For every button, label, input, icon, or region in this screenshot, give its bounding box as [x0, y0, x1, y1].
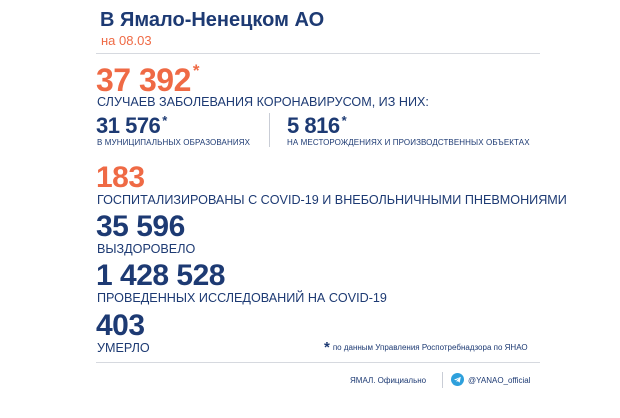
municipal-cases-number: 31 576	[96, 113, 161, 138]
page-title: В Ямало-Ненецком АО	[100, 9, 325, 31]
recovered-value: 35 596	[96, 210, 185, 243]
vertical-divider	[269, 113, 270, 147]
total-cases-number: 37 392	[96, 62, 191, 98]
recovered-label: ВЫЗДОРОВЕЛО	[97, 242, 196, 256]
total-cases-label: СЛУЧАЕВ ЗАБОЛЕВАНИЯ КОРОНАВИРУСОМ, ИЗ НИХ:	[97, 95, 429, 109]
municipal-cases-value	[96, 113, 167, 139]
footnote-text: по данным Управления Роспотребнадзора по ЯНАО	[332, 343, 528, 352]
footnote	[324, 339, 528, 356]
field-cases-number: 5 816	[287, 113, 340, 138]
footer-source: ЯМАЛ. Официально	[350, 376, 427, 385]
municipal-cases-label: В МУНИЦИПАЛЬНЫХ ОБРАЗОВАНИЯХ	[97, 138, 251, 147]
total-cases-value	[96, 62, 199, 99]
footer-divider	[96, 362, 540, 363]
footer-handle[interactable]: @YANAO_official	[468, 376, 531, 385]
telegram-plane-glyph	[451, 373, 464, 386]
deaths-value: 403	[96, 309, 145, 342]
deaths-label: УМЕРЛО	[97, 341, 150, 355]
telegram-icon	[451, 373, 464, 386]
hospitalized-value: 183	[96, 161, 145, 194]
tests-label: ПРОВЕДЕННЫХ ИССЛЕДОВАНИЙ НА COVID-19	[97, 291, 387, 305]
municipal-cases-star: *	[162, 113, 167, 128]
report-date: на 08.03	[101, 33, 152, 48]
field-cases-value	[287, 113, 346, 139]
field-cases-label: НА МЕСТОРОЖДЕНИЯХ И ПРОИЗВОДСТВЕННЫХ ОБЪЕКТАХ	[287, 138, 530, 147]
field-cases-star: *	[341, 113, 347, 128]
total-cases-star: *	[192, 61, 199, 80]
tests-value: 1 428 528	[96, 259, 225, 292]
footnote-star: *	[324, 339, 330, 356]
hospitalized-label: ГОСПИТАЛИЗИРОВАНЫ С COVID-19 И ВНЕБОЛЬНИЧНЫМИ ПНЕВМОНИЯМИ	[97, 193, 567, 207]
footer-divider-vertical	[442, 372, 443, 388]
header-divider	[96, 53, 540, 54]
